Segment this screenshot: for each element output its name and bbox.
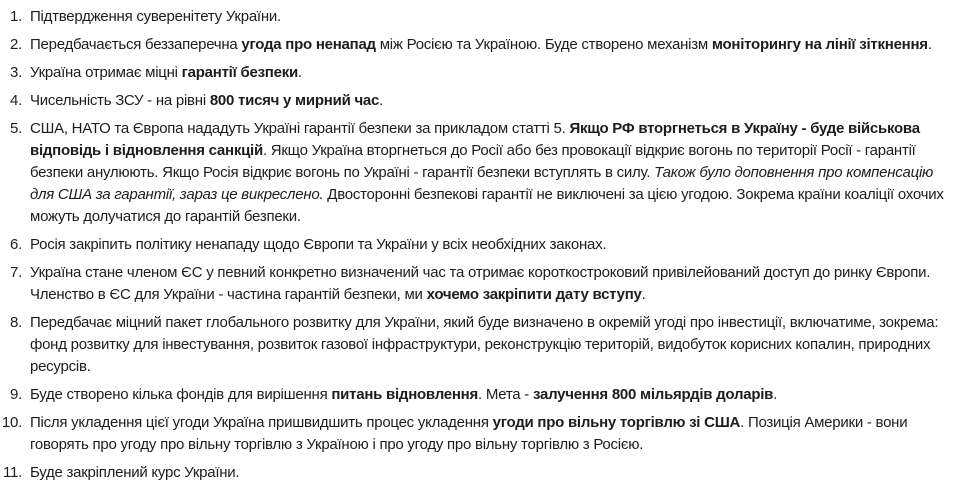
list-item-text — [30, 34, 952, 56]
list-item — [0, 34, 952, 56]
list-item-number: 3. — [9, 64, 22, 81]
text-segment-bold: залучення 800 мільярдів доларів — [532, 386, 774, 403]
text-segment-bold: хочемо закріпити дату вступу — [426, 286, 642, 303]
list-item-text — [30, 118, 952, 228]
list-item-text — [30, 90, 952, 112]
list-item-number: 1. — [9, 8, 22, 25]
text-segment-normal: Після укладення цієї угоди Україна пришвидшить процес укладення — [30, 414, 493, 431]
text-segment-normal: Росія закріпить політику ненападу щодо Європи та України у всіх необхідних законах. — [30, 236, 607, 253]
text-segment-bold: моніторингу на лінії зіткнення — [711, 36, 928, 53]
list-item — [0, 412, 952, 456]
text-segment-bold: Якщо РФ вторгнеться в Україну - буде військова відповідь і відновлення санкцій — [30, 120, 920, 159]
list-item-text — [30, 312, 952, 378]
text-segment-normal: Передбачає міцний пакет глобального розвитку для України, який буде визначено в окремій угоді про інвестиції, включатиме, зокрема: фонд розвитку для інвестування, розвиток газової інфраструктури, реконструкцію територій, видобуток корисних копалин, природних ресурсів. — [30, 314, 939, 375]
list-item-number: 11. — [3, 464, 22, 481]
text-segment-normal: Двосторонні безпекові гарантії не виключені за цією угодою. Зокрема країни коаліції охочих можуть долучатися до гарантій безпеки. — [30, 186, 944, 225]
list-item-text — [30, 262, 952, 306]
list-item-text — [30, 62, 952, 84]
text-segment-normal: . — [297, 64, 302, 81]
list-item — [0, 6, 952, 28]
list-item-text — [30, 412, 952, 456]
text-segment-bold: угода про ненапад — [241, 36, 376, 53]
list-item-number: 8. — [9, 314, 22, 331]
text-segment-normal: Буде створено кілька фондів для вирішення — [30, 386, 332, 403]
text-segment-normal: між Росією та Україною. Буде створено механізм — [375, 36, 712, 53]
text-segment-normal: Передбачається беззаперечна — [30, 36, 242, 53]
list-item — [0, 384, 952, 406]
text-segment-normal: Підтвердження суверенітету України. — [30, 8, 281, 25]
text-segment-normal: . — [927, 36, 932, 53]
list-item — [0, 118, 952, 228]
list-item-number: 10. — [1, 414, 22, 431]
list-item — [0, 234, 952, 256]
text-segment-normal: США, НАТО та Європа нададуть Україні гарантії безпеки за прикладом статті 5. — [30, 120, 570, 137]
text-segment-normal: . Позиція Америки - вони говорять про угоду про вільну торгівлю з Україною і про угоду про вільну торгівлю з Росією. — [30, 414, 908, 453]
list-item-number: 9. — [9, 386, 22, 403]
text-segment-normal: Україна стане членом ЄС у певний конкретно визначений час та отримає короткостроковий привілейований доступ до ринку Європи. Членство в ЄС для України - частина гарантій безпеки, ми — [30, 264, 931, 303]
list-item — [0, 462, 952, 484]
list-item-number: 2. — [9, 36, 22, 53]
text-segment-normal: Україна отримає міцні — [30, 64, 182, 81]
text-segment-normal: . — [641, 286, 646, 303]
text-segment-bold: 800 тисяч у мирний час — [209, 92, 380, 109]
text-segment-normal: Буде закріплений курс України. — [30, 464, 240, 481]
list-item-text — [30, 384, 952, 406]
list-item — [0, 312, 952, 378]
text-segment-bold: питань відновлення — [331, 386, 478, 403]
text-segment-normal: . — [773, 386, 778, 403]
list-item — [0, 90, 952, 112]
list-item-text — [30, 234, 952, 256]
list-item — [0, 62, 952, 84]
text-segment-italic: Також було доповнення про компенсацію для США за гарантії, зараз це викреслено. — [30, 164, 934, 203]
list-item-text — [30, 462, 952, 484]
list-item-text — [30, 6, 952, 28]
text-segment-bold: гарантії безпеки — [181, 64, 298, 81]
text-segment-normal: . — [379, 92, 384, 109]
text-segment-normal: . Мета - — [478, 386, 533, 403]
list-item-number: 4. — [9, 92, 22, 109]
list-item-number: 6. — [9, 236, 22, 253]
list-item — [0, 262, 952, 306]
text-segment-normal: . Якщо Україна вторгнеться до Росії або без провокації відкриє вогонь по території Росії - гарантії безпеки анулюють. Якщо Росія відкриє вогонь по Україні - гарантії безпеки вступлять в силу. — [30, 142, 916, 181]
list-item-number: 5. — [9, 120, 22, 137]
text-segment-bold: угоди про вільну торгівлю зі США — [492, 414, 741, 431]
list-item-number: 7. — [9, 264, 22, 281]
text-segment-normal: Чисельність ЗСУ - на рівні — [30, 92, 210, 109]
